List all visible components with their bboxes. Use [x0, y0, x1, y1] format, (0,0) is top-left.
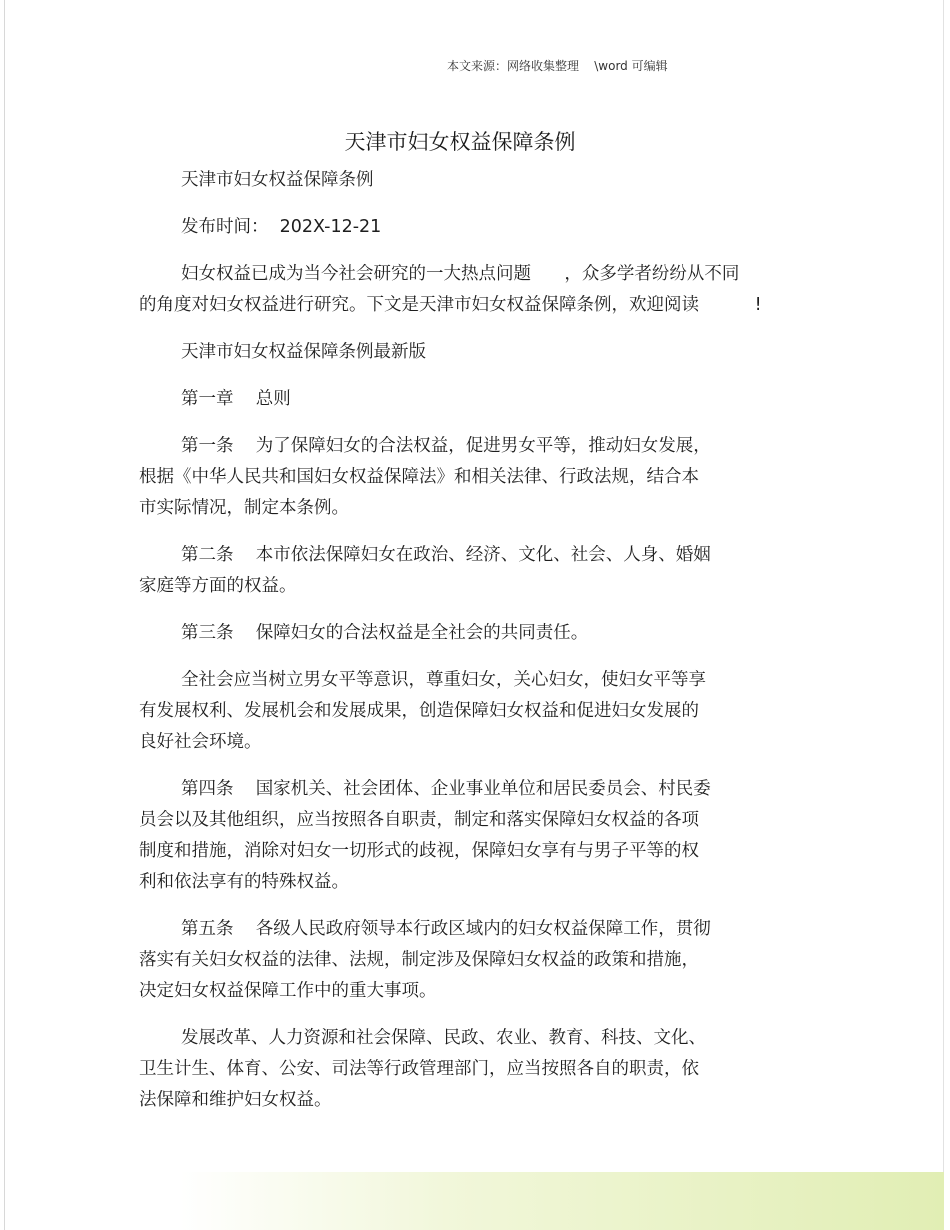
- paragraph-line: 利和依法享有的特殊权益。: [139, 872, 349, 892]
- paragraph-line: 天津市妇女权益保障条例: [181, 170, 374, 190]
- paragraph-line: 第一章 总则: [181, 389, 291, 409]
- paragraph-line: 的角度对妇女权益进行研究。下文是天津市妇女权益保障条例，欢迎阅读 !: [139, 295, 762, 315]
- paragraph-line: 第三条 保障妇女的合法权益是全社会的共同责任。: [181, 623, 589, 643]
- paragraph-line: 发展改革、人力资源和社会保障、民政、农业、教育、科技、文化、: [181, 1028, 706, 1048]
- page-edge-right: [943, 0, 944, 1230]
- paragraph-line: 第二条 本市依法保障妇女在政治、经济、文化、社会、人身、婚姻: [181, 545, 711, 565]
- page-edge-left: [4, 0, 5, 1230]
- paragraph-line: 制度和措施，消除对妇女一切形式的歧视，保障妇女享有与男子平等的权: [139, 841, 699, 861]
- paragraph-article-5-detail: [139, 1023, 829, 1116]
- paragraph-line: 家庭等方面的权益。: [139, 576, 297, 596]
- paragraph-line: 决定妇女权益保障工作中的重大事项。: [139, 981, 437, 1001]
- paragraph-line: 妇女权益已成为当今社会研究的一大热点问题 ，众多学者纷纷从不同: [181, 264, 740, 284]
- paragraph-subtitle: [139, 165, 829, 196]
- paragraph-line: 第四条 国家机关、社会团体、企业事业单位和居民委员会、村民委: [181, 779, 711, 799]
- paragraph-line: 落实有关妇女权益的法律、法规，制定涉及保障妇女权益的政策和措施，: [139, 950, 699, 970]
- paragraph-line: 卫生计生、体育、公安、司法等行政管理部门，应当按照各自的职责，依: [139, 1059, 699, 1079]
- paragraph-line: 员会以及其他组织，应当按照各自职责，制定和落实保障妇女权益的各项: [139, 810, 699, 830]
- paragraph-article-2: [139, 540, 829, 602]
- paragraph-line: 有发展权利、发展机会和发展成果，创造保障妇女权益和促进妇女发展的: [139, 701, 699, 721]
- paragraph-publish-date: [139, 212, 829, 243]
- paragraph-line: 发布时间： 202X-12-21: [181, 217, 382, 237]
- bottom-decoration-band: [180, 1172, 944, 1230]
- paragraph-line: 第五条 各级人民政府领导本行政区域内的妇女权益保障工作，贯彻: [181, 919, 711, 939]
- paragraph-intro: [139, 259, 829, 321]
- paragraph-article-3-detail: [139, 665, 829, 758]
- paragraph-line: 根据《中华人民共和国妇女权益保障法》和相关法律、行政法规，结合本: [139, 467, 699, 487]
- paragraph-line: 第一条 为了保障妇女的合法权益，促进男女平等，推动妇女发展，: [181, 436, 711, 456]
- paragraph-line: 法保障和维护妇女权益。: [139, 1090, 332, 1110]
- paragraph-line: 良好社会环境。: [139, 732, 262, 752]
- paragraph-article-1: [139, 431, 829, 524]
- document-title: 天津市妇女权益保障条例: [344, 130, 576, 154]
- paragraph-version-heading: [139, 337, 829, 368]
- header-source-note: 本文来源：网络收集整理 \word 可编辑: [447, 59, 668, 73]
- paragraph-line: 天津市妇女权益保障条例最新版: [181, 342, 426, 362]
- paragraph-line: 市实际情况，制定本条例。: [139, 498, 349, 518]
- paragraph-article-5: [139, 914, 829, 1007]
- document-body: [139, 165, 829, 1132]
- paragraph-line: 全社会应当树立男女平等意识，尊重妇女，关心妇女，使妇女平等享: [181, 670, 706, 690]
- paragraph-chapter-heading: [139, 384, 829, 415]
- paragraph-article-3: [139, 618, 829, 649]
- paragraph-article-4: [139, 774, 829, 898]
